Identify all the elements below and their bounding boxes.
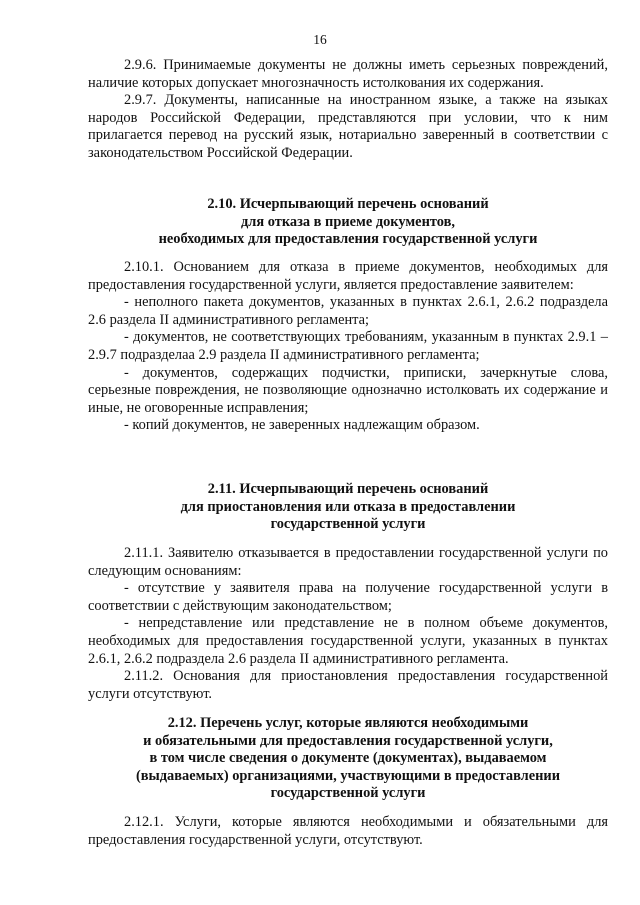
paragraph-2-9-7: 2.9.7. Документы, написанные на иностранном языке, а также на языках народов Российской Федерации, представляются при условии, что к ним прилагается перевод на русский язык, нотариально заверенный в соответствии с законодательством Российской Федерации. bbox=[88, 92, 608, 161]
paragraph-2-10-1: 2.10.1. Основанием для отказа в приеме документов, необходимых для предоставления государственной услуги, является предоставление заявителем: bbox=[88, 259, 608, 293]
section-2-11-title bbox=[88, 481, 608, 534]
section-2-12-title-line: государственной услуги bbox=[270, 785, 426, 802]
section-2-12-title-line: (выдаваемых) организациями, участвующими в предоставлении bbox=[135, 767, 561, 784]
section-2-11-title-line: для приостановления или отказа в предоставлении bbox=[180, 498, 516, 515]
paragraph-2-9-6: 2.9.6. Принимаемые документы не должны иметь серьезных повреждений, наличие которых допускает многозначность истолкования их содержания. bbox=[88, 57, 608, 91]
list-item: - документов, содержащих подчистки, приписки, зачеркнутые слова, серьезные повреждения, не позволяющие однозначно истолковать их содержание и иные, не оговоренные исправления; bbox=[88, 364, 608, 416]
list-item: - отсутствие у заявителя права на получение государственной услуги в соответствии с действующим законодательством; bbox=[88, 580, 608, 614]
section-2-10-body bbox=[88, 259, 608, 435]
section-2-10-title-line: необходимых для предоставления государственной услуги bbox=[158, 231, 538, 248]
section-2-11-title-line: государственной услуги bbox=[270, 516, 426, 533]
section-2-12-title-line: и обязательными для предоставления государственной услуги, bbox=[143, 732, 553, 749]
section-2-12-title bbox=[88, 715, 608, 803]
section-2-10-title-line: 2.10. Исчерпывающий перечень оснований bbox=[207, 196, 489, 212]
list-item: - документов, не соответствующих требованиям, указанным в пунктах 2.9.1 – 2.9.7 подразделаа 2.9 раздела II административного регламента; bbox=[88, 329, 608, 363]
paragraph-2-11-2: 2.11.2. Основания для приостановления предоставления государственной услуги отсутствуют. bbox=[88, 668, 608, 702]
section-2-12-title-line: 2.12. Перечень услуг, которые являются необходимыми bbox=[167, 715, 529, 731]
section-2-10-title bbox=[88, 196, 608, 249]
section-2-11-body bbox=[88, 545, 608, 703]
list-item: - непредставление или представление не в полном объеме документов, необходимых для предоставления государственной услуги, указанных в пунктах 2.6.1, 2.6.2 подраздела 2.6 раздела II административного регламента. bbox=[88, 615, 608, 667]
section-2-11-title-line: 2.11. Исчерпывающий перечень оснований bbox=[207, 481, 489, 497]
intro-block bbox=[88, 57, 608, 163]
paragraph-2-12-1: 2.12.1. Услуги, которые являются необходимыми и обязательными для предоставления государственной услуги, отсутствуют. bbox=[88, 814, 608, 848]
page-number: 16 bbox=[313, 32, 327, 47]
section-2-12-title-line: в том числе сведения о документе (документах), выдаваемом bbox=[149, 750, 547, 767]
list-item: - неполного пакета документов, указанных в пунктах 2.6.1, 2.6.2 подраздела 2.6 раздела II административного регламента; bbox=[88, 294, 608, 328]
section-2-10-title-line: для отказа в приеме документов, bbox=[241, 213, 455, 230]
section-2-12-body bbox=[88, 814, 608, 849]
paragraph-2-11-1: 2.11.1. Заявителю отказывается в предоставлении государственной услуги по следующим основаниям: bbox=[88, 545, 608, 579]
list-item: - копий документов, не заверенных надлежащим образом. bbox=[124, 417, 480, 434]
